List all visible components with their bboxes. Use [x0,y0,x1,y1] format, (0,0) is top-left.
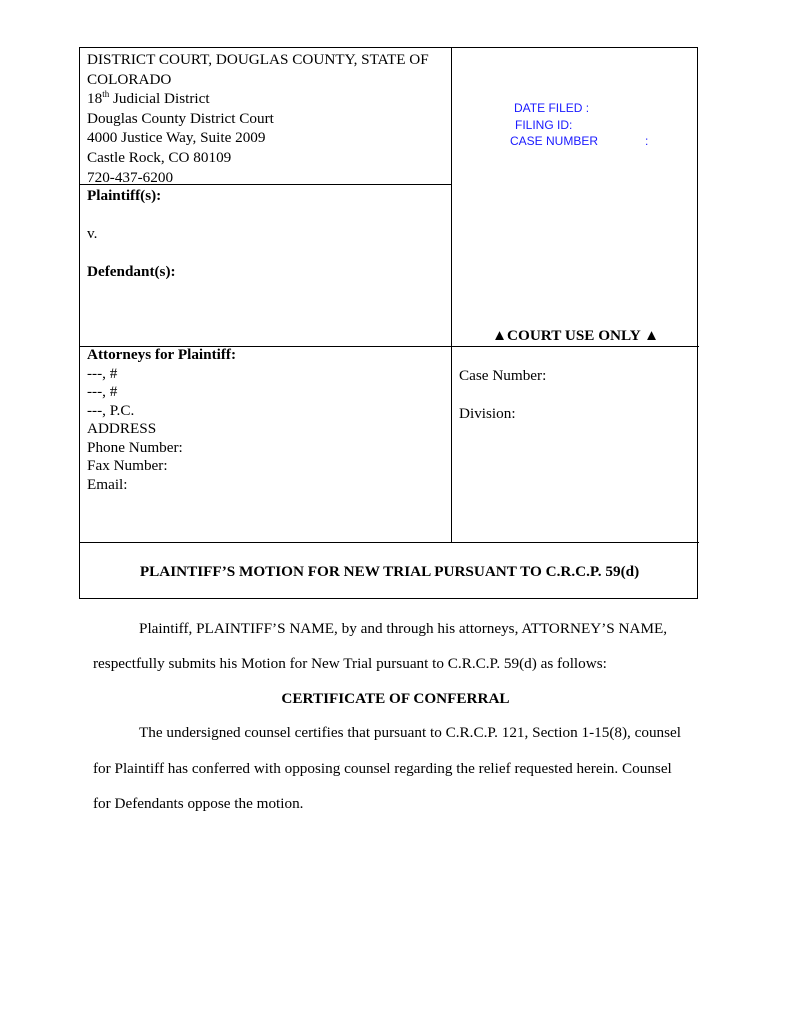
district-label: Judicial District [109,90,210,108]
case-division-block [459,366,546,423]
judicial-district [87,89,449,109]
court-use-only-label: ▲COURT USE ONLY ▲ [492,327,659,344]
attorney-email: Email: [87,475,128,493]
court-address-line2: Castle Rock, CO 80109 [87,148,232,166]
filing-id-label: FILING ID: [515,117,573,132]
conferral-heading: CERTIFICATE OF CONFERRAL [281,690,510,707]
attorney-fax: Fax Number: [87,457,168,474]
attorney-firm: ---, P.C. [87,401,135,419]
court-title: DISTRICT COURT, DOUGLAS COUNTY, STATE OF COLORADO [87,51,429,88]
caption-divider-title [80,542,699,543]
attorney-phone: Phone Number: [87,438,183,456]
court-info-block [87,50,449,187]
case-number-stamp-label: CASE NUMBER [510,134,599,148]
plaintiffs-label: Plaintiff(s): [87,187,162,204]
defendants-label: Defendant(s): [87,263,176,280]
division-label: Division: [459,405,516,422]
court-name: Douglas County District Court [87,109,274,127]
attorneys-block [87,346,236,494]
attorney-address: ADDRESS [87,420,157,437]
district-ordinal-suffix: th [102,89,110,100]
intro-paragraph-line1: Plaintiff, PLAINTIFF’S NAME, by and through his attorneys, ATTORNEY’S NAME, [139,620,668,637]
attorney-line-2: ---, # [87,383,118,400]
caption-vertical-divider [451,48,452,542]
case-number-stamp [510,133,649,150]
attorneys-label: Attorneys for Plaintiff: [87,346,237,363]
motion-title: PLAINTIFF’S MOTION FOR NEW TRIAL PURSUANT TO C.R.C.P. 59(d) [139,563,640,580]
case-caption-table [79,47,698,599]
district-number: 18 [87,90,103,108]
court-phone: 720-437-6200 [87,168,174,186]
conferral-paragraph-line1: The undersigned counsel certifies that pursuant to C.R.C.P. 121, Section 1-15(8), counsel [139,724,682,741]
versus-label: v. [87,225,98,242]
parties-block [87,186,176,281]
attorney-line-1: ---, # [87,364,118,382]
conferral-paragraph-line2: for Plaintiff has conferred with opposing counsel regarding the relief requested herein. Counsel [93,760,672,777]
case-number-stamp-colon: : [645,134,649,148]
court-address-line1: 4000 Justice Way, Suite 2009 [87,129,266,147]
intro-paragraph-line2: respectfully submits his Motion for New Trial pursuant to C.R.C.P. 59(d) as follows: [93,655,607,672]
date-filed-label: DATE FILED : [514,101,590,115]
filing-stamp [510,100,649,150]
conferral-paragraph-line3: for Defendants oppose the motion. [93,795,304,812]
case-number-label: Case Number: [459,367,547,384]
